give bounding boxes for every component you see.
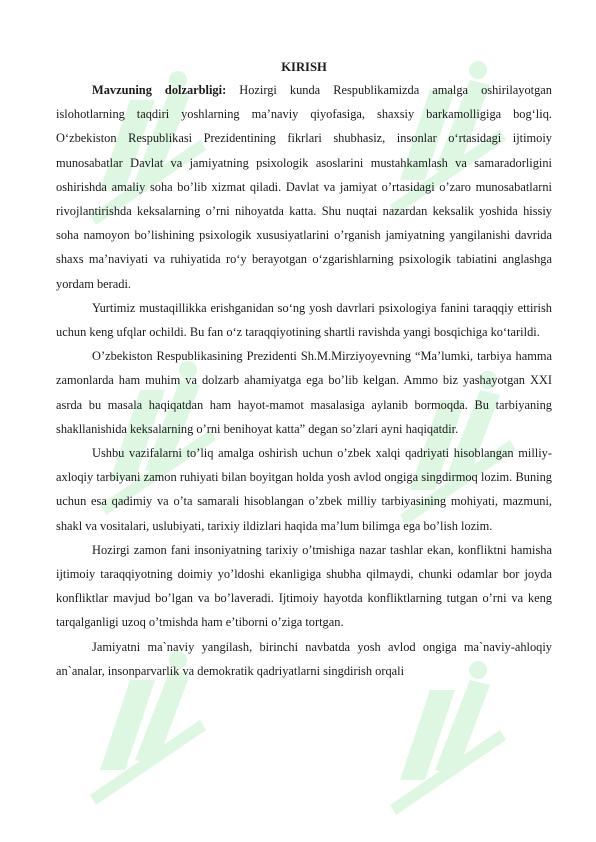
paragraph-text: Hozirgi zamon fani insoniyatning tarixiy o’tmishiga nazar tashlar ekan, konfliktni hamisha ijtimoiy taraqqiyotning doimiy yo’ldoshi ekanligiga shubha qilmaydi, chunki odamlar bor joyda konfliktlar mavjud bo’lgan va bo’laveradi. Ijtimoiy hayotda konfliktlarning tutgan o’rni va keng tarqalganligi uzoq o’tmishda ham e’tiborni o’ziga tortgan. [56, 542, 552, 630]
paragraph-lead: Mavzuning dolzarbligi: [92, 83, 227, 97]
paragraph [56, 296, 552, 344]
paragraph [56, 344, 552, 441]
paragraph-text: Hozirgi kunda Respublikamizda amalga oshirilayotgan islohotlarning taqdiri yoshlarning ma’naviy qiyofasiga, shaxsiy barkamolligiga bog‘liq. O‘zbekiston Respublikasi Prezidentining fikrlari shubhasiz, insonlar o‘rtasidagi ijtimoiy munosabatlar Davlat va jamiyatning psixologik asoslarini mustahkamlash va samaradorligini oshirishda amaliy soha bo’lib xizmat qiladi. Davlat va jamiyat o’rtasidagi o’zaro munosabatlarni rivojlantirishda keksalarning o’rni nihoyatda katta. Shu nuqtai nazardan keksalik yoshida hissiy soha namoyon bo’lishining psixologik xususiyatlarini o’rganish jamiyatning yangilanishi davrida shaxs ma’naviyati va ruhiyatida ro‘y berayotgan o‘zgarishlarning psixologik tabiatini anglashga yordam beradi. [56, 83, 552, 291]
paragraph-text: O’zbekiston Respublikasining Prezidenti Sh.M.Mirziyoyevning “Ma’lumki, tarbiya hamma zamonlarda ham muhim va dolzarb ahamiyatga ega bo’lib kelgan. Ammo biz yashayotgan XXI asrda bu masala haqiqatdan ham hayot-mamot masalasiga aylanib bormoqda. Bu tarbiyaning shakllanishida keksalarning o’rni benihoyat katta” degan so’zlari ayni haqiqatdir. [56, 349, 552, 436]
paragraph [56, 635, 552, 683]
paragraph [56, 441, 552, 538]
paragraph-text: Yurtimiz mustaqillikka erishganidan so‘ng yosh davrlari psixologiya fanini taraqqiy ettirish uchun keng ufqlar ochildi. Bu fan o‘z taraqqiyotining shartli ravishda yangi bosqichiga ko‘tarildi. [56, 300, 552, 340]
document-body [56, 56, 552, 683]
paragraph [56, 538, 552, 635]
page-title: KIRISH [281, 60, 327, 74]
paragraph-text: Jamiyatni ma`naviy yangilash, birinchi navbatda yosh avlod ongiga ma`naviy-ahloqiy an`analar, insonparvarlik va demokratik qadriyatlarni singdirish orqali [56, 639, 552, 678]
paragraph [56, 78, 552, 296]
paragraph-text: Ushbu vazifalarni to’liq amalga oshirish uchun o’zbek xalqi qadriyati hisoblangan milliy-axloqiy tarbiyani zamon ruhiyati bilan boyitgan holda yosh avlod ongiga singdirmoq lozim. Buning uchun esa qadimiy va o’ta samarali hisoblangan o’zbek milliy tarbiyasining mohiyati, mazmuni, shakl va vositalari, uslubiyati, tarixiy ildizlari haqida ma’lum bilimga ega bo’lish lozim. [56, 446, 552, 533]
